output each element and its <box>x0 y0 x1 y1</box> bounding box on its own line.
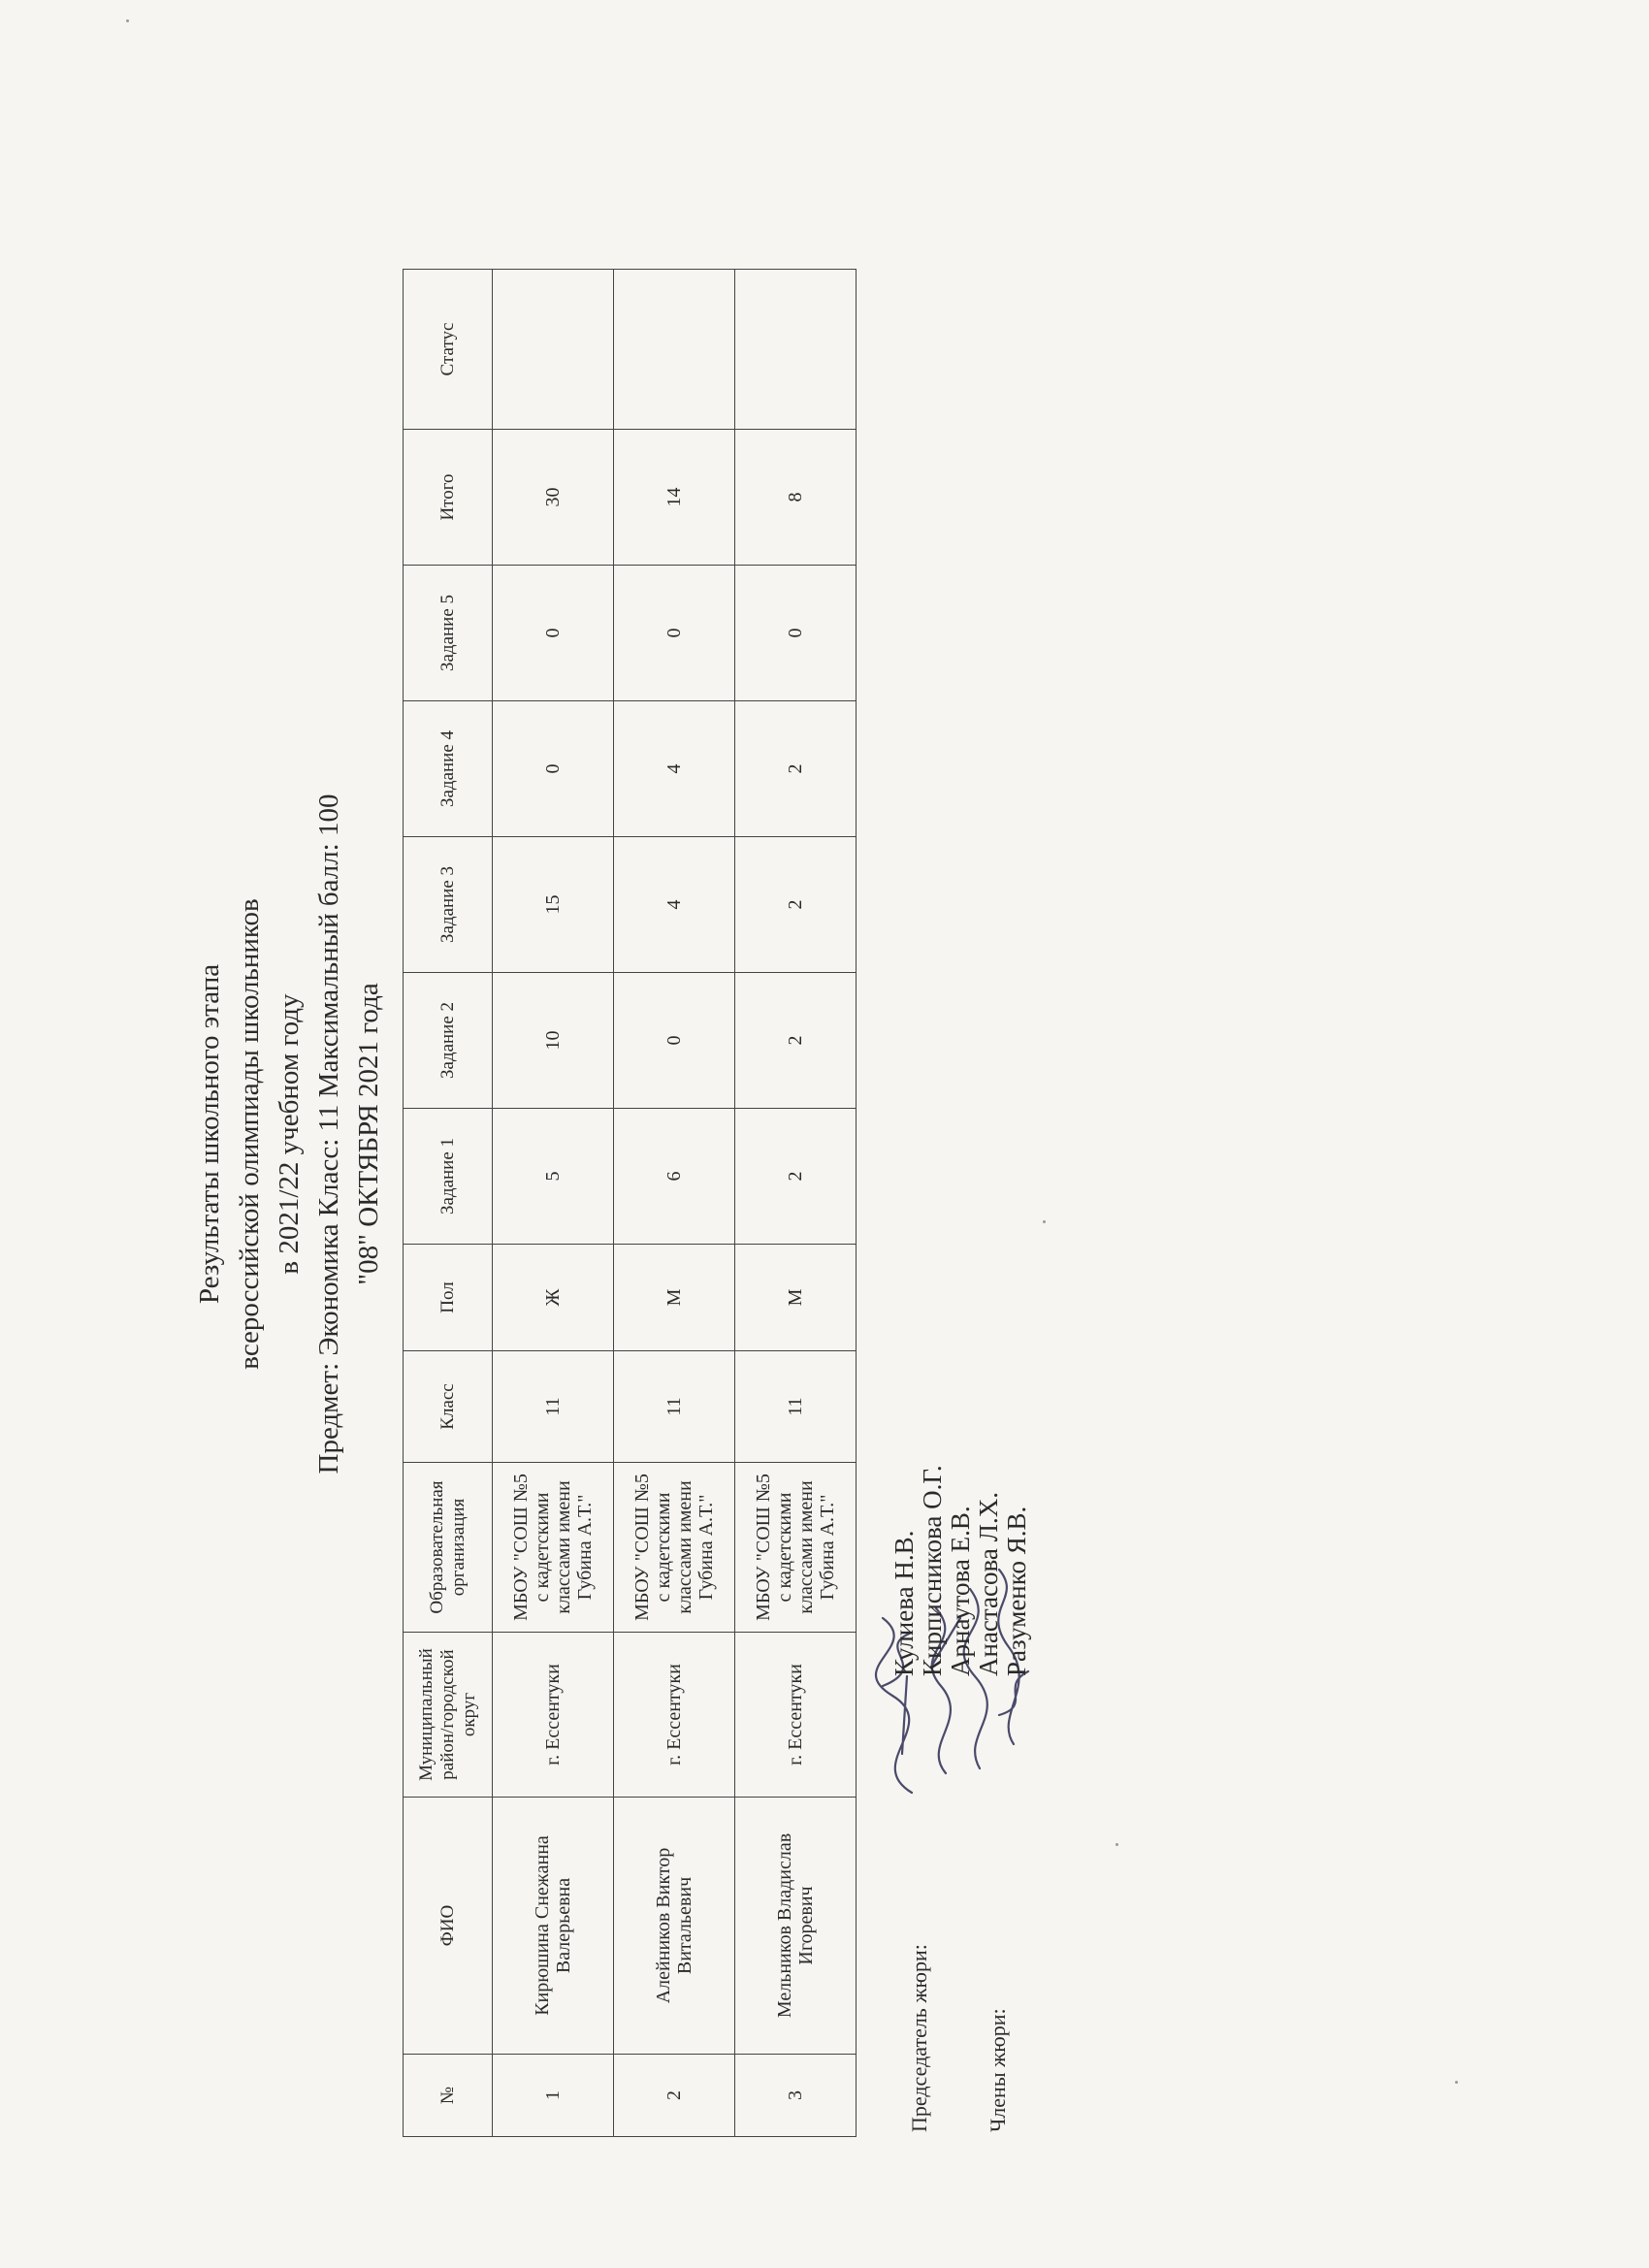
header-gender: Пол <box>404 1245 493 1351</box>
header-task3: Задание 3 <box>404 837 493 973</box>
title-line-3: в 2021/22 учебном году <box>274 993 305 1275</box>
cell-task5: 0 <box>493 566 614 701</box>
jury-name: Арнаутова Е.В. <box>946 1506 975 1676</box>
header-org: Образовательная организация <box>404 1463 493 1633</box>
cell-status <box>735 270 857 430</box>
table-row <box>493 270 614 2137</box>
title-line-1: Результаты школьного этапа <box>194 963 225 1305</box>
cell-task1: 5 <box>493 1109 614 1245</box>
cell-grade: 11 <box>493 1351 614 1463</box>
date-line: "08" ОКТЯБРЯ 2021 года <box>353 983 384 1285</box>
cell-fio: Алейников Виктор Витальевич <box>614 1798 735 2055</box>
cell-task4: 2 <box>735 701 857 837</box>
cell-total: 8 <box>735 430 857 566</box>
cell-task1: 6 <box>614 1109 735 1245</box>
cell-task3: 2 <box>735 837 857 973</box>
header-grade: Класс <box>404 1351 493 1463</box>
cell-num: 1 <box>493 2055 614 2137</box>
header-task2: Задание 2 <box>404 973 493 1109</box>
header-task4: Задание 4 <box>404 701 493 837</box>
cell-org: МБОУ "СОШ №5 с кадетскими классами имени Губина А.Т." <box>735 1463 857 1633</box>
cell-total: 14 <box>614 430 735 566</box>
cell-task2: 2 <box>735 973 857 1109</box>
jury-name: Анастасова Л.Х. <box>974 1492 1003 1676</box>
cell-task2: 10 <box>493 973 614 1109</box>
cell-task5: 0 <box>735 566 857 701</box>
cell-fio: Кирюшина Снежанна Валерьевна <box>493 1798 614 2055</box>
header-task5: Задание 5 <box>404 566 493 701</box>
cell-district: г. Ессентуки <box>735 1633 857 1798</box>
cell-task1: 2 <box>735 1109 857 1245</box>
cell-gender: М <box>735 1245 857 1351</box>
table-header-row <box>404 270 493 2137</box>
jury-chair-label: Председатель жюри: <box>907 1944 931 2132</box>
jury-members-label: Члены жюри: <box>986 2008 1010 2132</box>
cell-org: МБОУ "СОШ №5 с кадетскими классами имени Губина А.Т." <box>614 1463 735 1633</box>
cell-district: г. Ессентуки <box>614 1633 735 1798</box>
cell-total: 30 <box>493 430 614 566</box>
cell-district: г. Ессентуки <box>493 1633 614 1798</box>
header-district: Муниципальный район/городской округ <box>404 1633 493 1798</box>
header-status: Статус <box>404 270 493 430</box>
jury-name: Кулиева Н.В. <box>889 1530 919 1676</box>
cell-task3: 4 <box>614 837 735 973</box>
cell-gender: Ж <box>493 1245 614 1351</box>
jury-name: Кирписникова О.Г. <box>918 1465 947 1676</box>
cell-status <box>493 270 614 430</box>
header-total: Итого <box>404 430 493 566</box>
cell-org: МБОУ "СОШ №5 с кадетскими классами имени Губина А.Т." <box>493 1463 614 1633</box>
cell-task3: 15 <box>493 837 614 973</box>
cell-task4: 4 <box>614 701 735 837</box>
cell-task5: 0 <box>614 566 735 701</box>
table-row <box>735 270 857 2137</box>
cell-gender: М <box>614 1245 735 1351</box>
cell-num: 3 <box>735 2055 857 2137</box>
results-table <box>403 269 857 2137</box>
cell-grade: 11 <box>614 1351 735 1463</box>
table-row <box>614 270 735 2137</box>
title-line-2: всероссийской олимпиады школьников <box>234 898 265 1370</box>
cell-grade: 11 <box>735 1351 857 1463</box>
jury-names <box>890 1465 1031 1676</box>
cell-fio: Мельников Владислав Игоревич <box>735 1798 857 2055</box>
header-num: № <box>404 2055 493 2137</box>
header-fio: ФИО <box>404 1798 493 2055</box>
subject-line: Предмет: Экономика Класс: 11 Максимальный балл: 100 <box>313 794 344 1474</box>
jury-name: Разуменко Я.В. <box>1002 1506 1031 1676</box>
cell-num: 2 <box>614 2055 735 2137</box>
cell-task2: 0 <box>614 973 735 1109</box>
header-task1: Задание 1 <box>404 1109 493 1245</box>
cell-status <box>614 270 735 430</box>
cell-task4: 0 <box>493 701 614 837</box>
